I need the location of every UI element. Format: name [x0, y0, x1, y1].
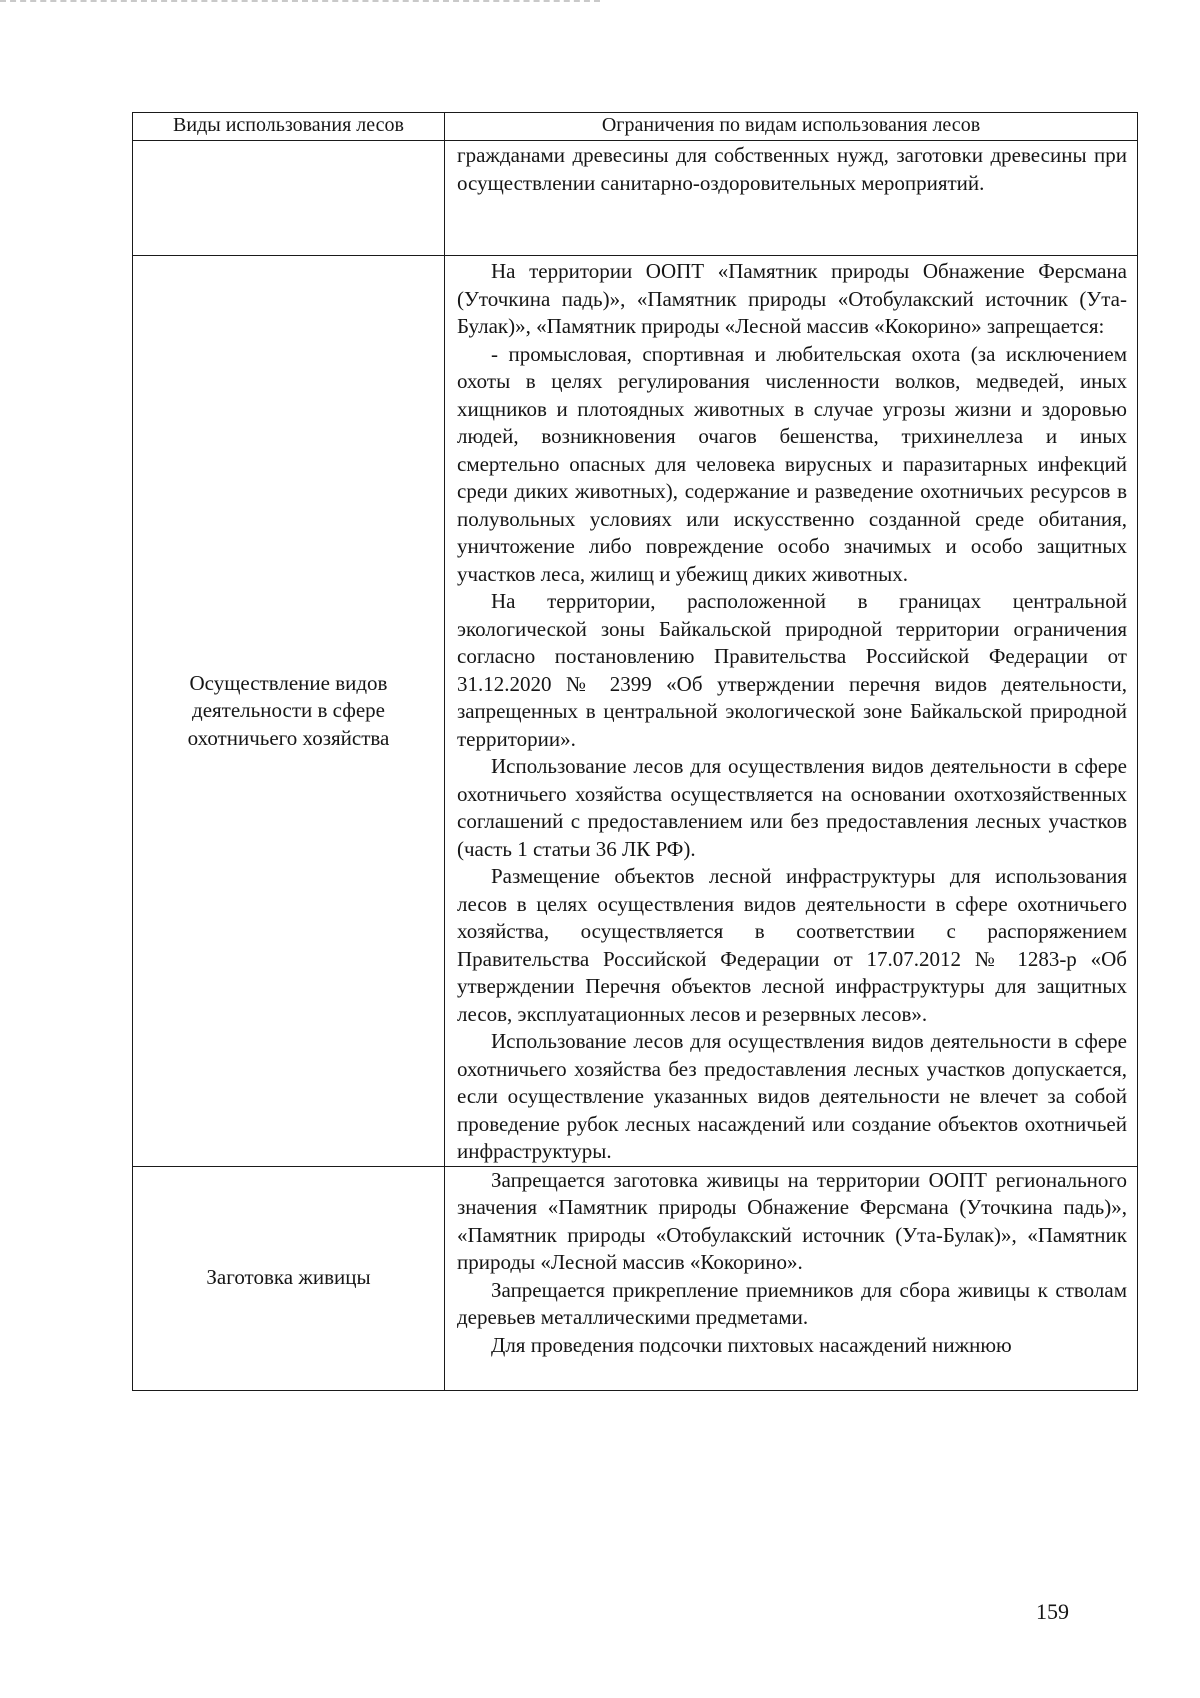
forest-use-type-cell — [133, 141, 445, 256]
restrictions-cell — [445, 141, 1138, 256]
table-row — [133, 256, 1138, 1167]
forest-use-restrictions-table — [132, 112, 1138, 1391]
table-row — [133, 1166, 1138, 1390]
restriction-paragraph: Использование лесов для осуществления видов деятельности в сфере охотничьего хозяйства осуществляется на основании охотхозяйственных соглашений с предоставлением или без предоставления лесных участков (часть 1 статьи 36 ЛК РФ). — [457, 754, 1127, 861]
header-forest-use-types: Виды использования лесов — [133, 113, 445, 141]
table-header-row — [133, 113, 1138, 141]
restrictions-cell — [445, 1166, 1138, 1390]
forest-use-type-cell: Осуществление видов деятельности в сфере охотничьего хозяйства — [133, 256, 445, 1167]
restriction-paragraph: На территории, расположенной в границах центральной экологической зоны Байкальской природной территории ограничения согласно постановлению Правительства Российской Федерации от 31.12.2020 № 2399 «Об утверждении перечня видов деятельности, запрещенных в центральной экологической зоне Байкальской природной территории». — [457, 589, 1127, 751]
restriction-paragraph: гражданами древесины для собственных нужд, заготовки древесины при осуществлении санитарно-оздоровительных мероприятий. — [457, 143, 1127, 195]
scan-edge-artifact — [0, 0, 600, 5]
restriction-paragraph: Запрещается заготовка живицы на территории ООПТ регионального значения «Памятник природы Обнажение Ферсмана (Уточкина падь)», «Памятник природы «Отобулакский источник (Ута-Булак)», «Памятник природы «Лесной массив «Кокорино». — [457, 1167, 1127, 1274]
restriction-paragraph: Запрещается прикрепление приемников для сбора живицы к стволам деревьев металлическими предметами. — [457, 1277, 1127, 1329]
restrictions-cell — [445, 256, 1138, 1167]
restriction-paragraph: Для проведения подсочки пихтовых насаждений нижнюю — [491, 1332, 1012, 1357]
restriction-paragraph: - промысловая, спортивная и любительская охота (за исключением охоты в целях регулирования численности волков, медведей, иных хищников и плотоядных животных в случае угрозы жизни и здоровью людей, возникновения очагов бешенства, трихинеллеза и иных смертельно опасных для человека вирусных и паразитарных инфекций среди диких животных), содержание и разведение охотничьих ресурсов в полувольных условиях или искусственно созданной среде обитания, уничтожение либо повреждение особо значимых и особо защитных участков леса, жилищ и убежищ диких животных. — [457, 341, 1127, 586]
header-restrictions: Ограничения по видам использования лесов — [445, 113, 1138, 141]
restriction-paragraph: На территории ООПТ «Памятник природы Обнажение Ферсмана (Уточкина падь)», «Памятник природы «Отобулакский источник (Ута-Булак)», «Памятник природы «Лесной массив «Кокорино» запрещается: — [457, 259, 1127, 338]
restriction-paragraph: Использование лесов для осуществления видов деятельности в сфере охотничьего хозяйства без предоставления лесных участков допускается, если осуществление указанных видов деятельности не влечет за собой проведение рубок лесных насаждений или создание объектов охотничьей инфраструктуры. — [457, 1029, 1127, 1163]
page-number: 159 — [1036, 1599, 1069, 1624]
table-row — [133, 141, 1138, 256]
restriction-paragraph: Размещение объектов лесной инфраструктуры для использования лесов в целях осуществления видов деятельности в сфере охотничьего хозяйства, осуществляется в соответствии с распоряжением Правительства Российской Федерации от 17.07.2012 № 1283-р «Об утверждении Перечня объектов лесной инфраструктуры для защитных лесов, эксплуатационных лесов и резервных лесов». — [457, 864, 1127, 1026]
forest-use-type-cell: Заготовка живицы — [133, 1166, 445, 1390]
